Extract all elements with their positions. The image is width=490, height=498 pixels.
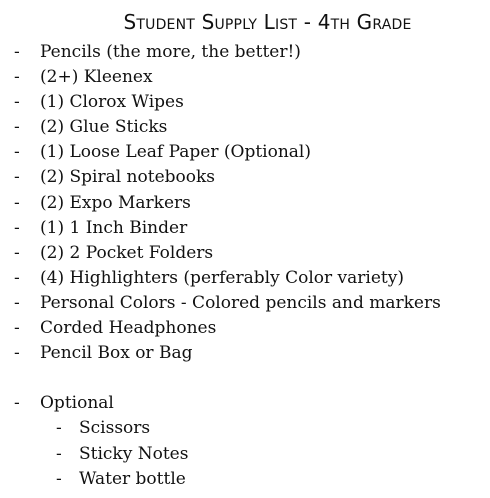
list-item	[14, 140, 484, 165]
supply-list	[14, 40, 484, 492]
list-item	[14, 241, 484, 266]
optional-heading	[14, 391, 484, 416]
list-bullet: -	[14, 142, 20, 163]
sub-list-bullet: -	[56, 443, 62, 464]
list-item-text: Pencil Box or Bag	[40, 343, 193, 364]
list-item	[14, 341, 484, 366]
optional-item-text: Water bottle	[79, 468, 186, 489]
list-item-text: (2) Spiral notebooks	[40, 167, 216, 188]
list-item	[14, 191, 484, 216]
list-item-text: (4) Highlighters (perferably Color variety)	[40, 267, 404, 288]
list-bullet: -	[14, 42, 20, 62]
list-bullet: -	[14, 343, 20, 364]
list-bullet: -	[14, 67, 20, 88]
list-spacer	[14, 366, 484, 391]
list-bullet: -	[14, 117, 20, 138]
list-item-text: (2+) Kleenex	[40, 67, 153, 88]
list-item-text: (2) Glue Sticks	[40, 117, 168, 138]
list-bullet: -	[14, 167, 20, 188]
list-item-text: (1) Clorox Wipes	[40, 92, 184, 113]
optional-item-text: Scissors	[79, 418, 151, 439]
list-bullet: -	[14, 292, 20, 313]
list-bullet: -	[14, 242, 20, 263]
list-item	[14, 216, 484, 241]
sub-list-bullet: -	[56, 418, 62, 439]
optional-list-item	[14, 467, 484, 492]
list-item-text: (2) Expo Markers	[40, 192, 191, 213]
list-item-text: Personal Colors - Colored pencils and markers	[40, 292, 441, 313]
list-item-text: (1) Loose Leaf Paper (Optional)	[40, 142, 312, 163]
list-item	[14, 90, 484, 115]
list-item	[14, 316, 484, 341]
list-item-text: (2) 2 Pocket Folders	[40, 242, 214, 263]
sub-list-bullet: -	[56, 468, 62, 489]
list-bullet: -	[14, 318, 20, 339]
list-bullet: -	[14, 192, 20, 213]
list-item	[14, 266, 484, 291]
list-item	[14, 291, 484, 316]
page-title: Student Supply List - 4th Grade	[123, 10, 412, 34]
list-item	[14, 65, 484, 90]
list-item	[14, 165, 484, 190]
list-bullet: -	[14, 92, 20, 113]
optional-list-item	[14, 442, 484, 467]
list-item-text: Corded Headphones	[40, 318, 217, 339]
list-item	[14, 115, 484, 140]
optional-list-item	[14, 416, 484, 441]
optional-item-text: Sticky Notes	[79, 443, 189, 464]
list-item-text: Pencils (the more, the better!)	[40, 42, 301, 62]
list-bullet: -	[14, 267, 20, 288]
optional-label: Optional	[40, 393, 114, 414]
list-item	[14, 40, 484, 65]
list-bullet: -	[14, 393, 20, 414]
list-item-text: (1) 1 Inch Binder	[40, 217, 188, 238]
list-bullet: -	[14, 217, 20, 238]
